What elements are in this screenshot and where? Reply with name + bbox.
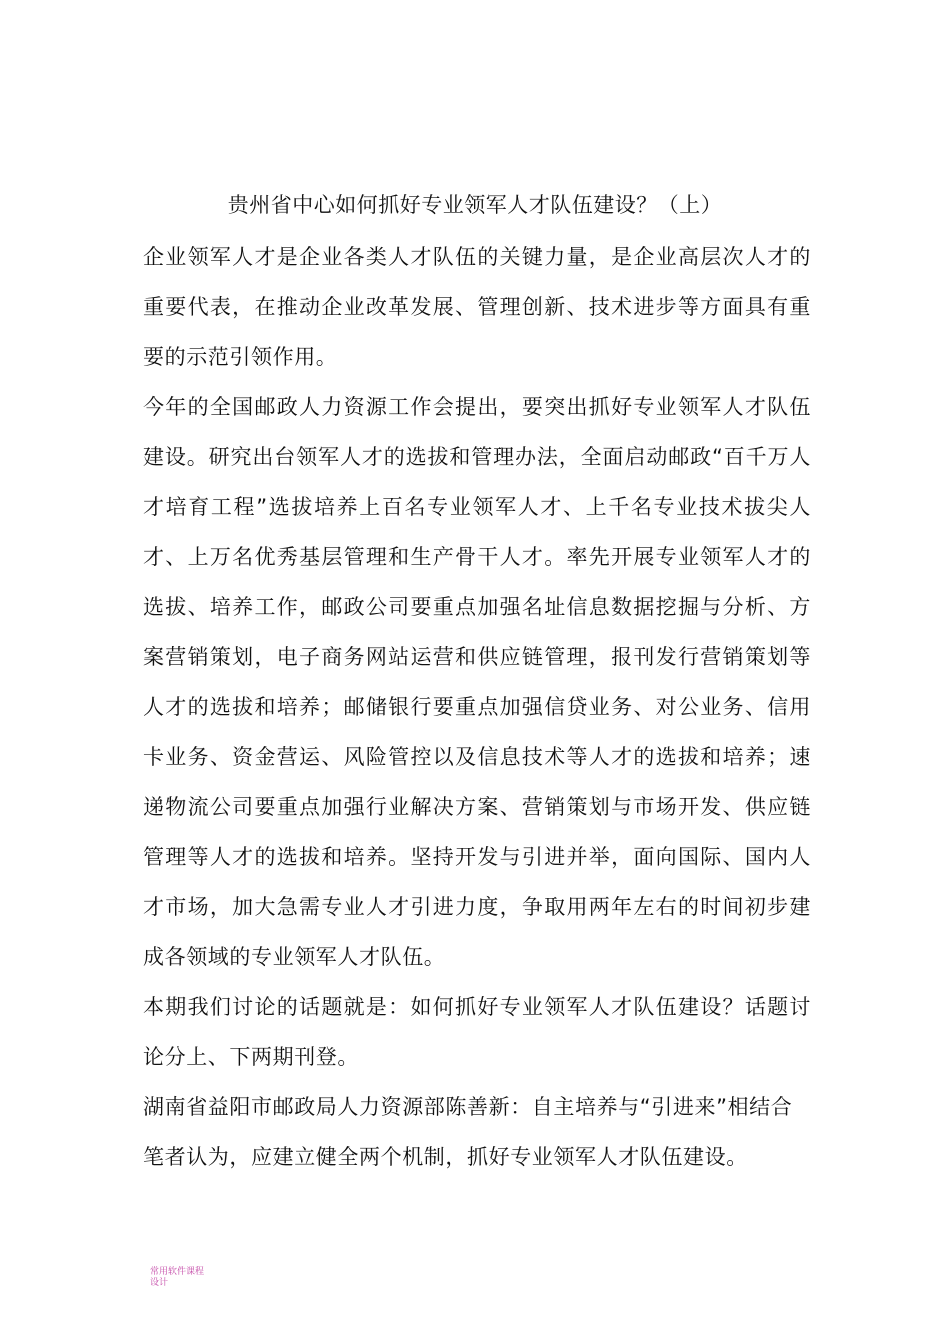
paragraph-intro: 企业领军人才是企业各类人才队伍的关键力量，是企业高层次人才的重要代表，在推动企业改革发展、管理创新、技术进步等方面具有重要的示范引领作用。 xyxy=(143,245,811,369)
paragraph-topic: 本期我们讨论的话题就是：如何抓好专业领军人才队伍建设？话题讨论分上、下两期刊登。 xyxy=(143,995,811,1069)
footer-note-line1: 常用软件课程 xyxy=(150,1267,205,1277)
paragraph-conference: 今年的全国邮政人力资源工作会提出，要突出抓好专业领军人才队伍建设。研究出台领军人才的选拔和管理办法，全面启动邮政“百千万人才培育工程”选拔培养上百名专业领军人才、上千名专业技术拔尖人才、上万名优秀基层管理和生产骨干人才。率先开展专业领军人才的选拔、培养工作，邮政公司要重点加强名址信息数据挖掘与分析、方案营销策划，电子商务网站运营和供应链管理，报刊发行营销策划等人才的选拔和培养；邮储银行要重点加强信贷业务、对公业务、信用卡业务、资金营运、风险管控以及信息技术等人才的选拔和培养；速递物流公司要重点加强行业解决方案、营销策划与市场开发、供应链管理等人才的选拔和培养。坚持开发与引进并举，面向国际、国内人才市场，加大急需专业人才引进力度，争取用两年左右的时间初步建成各领域的专业领军人才队伍。 xyxy=(143,395,811,969)
footer-note xyxy=(150,1267,230,1289)
paragraph-author: 湖南省益阳市邮政局人力资源部陈善新：自主培养与“引进来”相结合 xyxy=(143,1095,793,1119)
document-body xyxy=(143,232,811,1182)
document-title: 贵州省中心如何抓好专业领军人才队伍建设？（上） xyxy=(227,193,723,217)
footer-note-line2: 设计 xyxy=(150,1278,169,1288)
paragraph-opinion: 笔者认为，应建立健全两个机制，抓好专业领军人才队伍建设。 xyxy=(143,1145,748,1169)
